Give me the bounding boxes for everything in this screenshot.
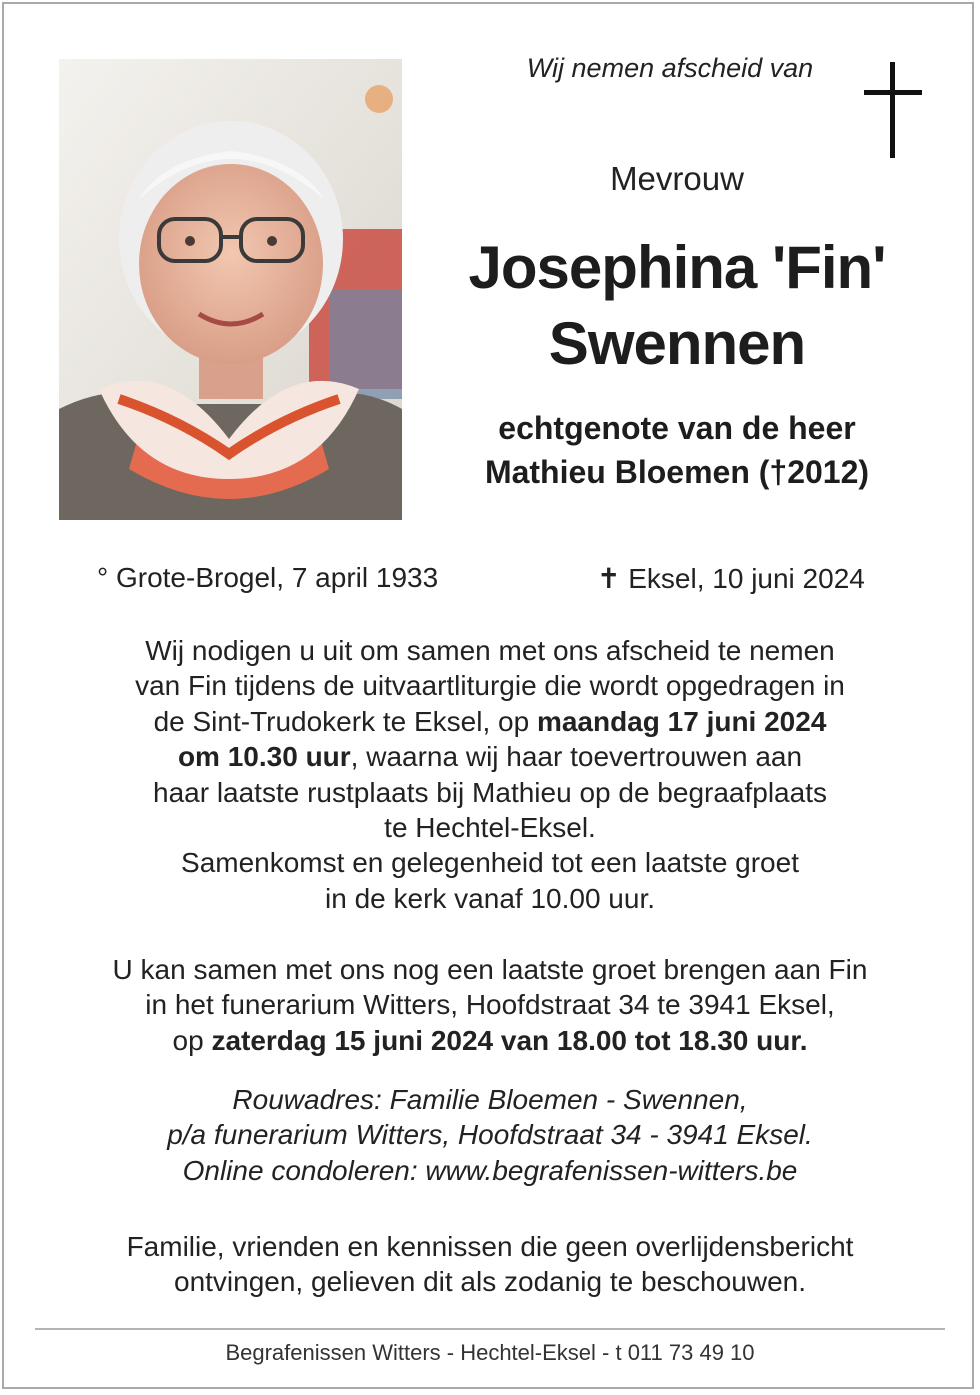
text-line: van Fin tijdens de uitvaartliturgie die wordt opgedragen in bbox=[135, 670, 845, 702]
text-line: U kan samen met ons nog een laatste groet brengen aan Fin bbox=[112, 954, 868, 985]
cross-icon bbox=[864, 62, 922, 158]
text-line: p/a funerarium Witters, Hoofdstraat 34 - 3941 Eksel. bbox=[167, 1119, 813, 1151]
honorific: Mevrouw bbox=[610, 160, 744, 197]
text-line: Rouwadres: Familie Bloemen - Swennen, bbox=[232, 1084, 748, 1115]
visitation-paragraph bbox=[40, 952, 940, 1058]
text-span: , waarna wij haar toevertrouwen aan bbox=[350, 741, 803, 773]
death-info: ✝ Eksel, 10 juni 2024 bbox=[597, 563, 865, 594]
spouse-line-1: echtgenote van de heer bbox=[498, 410, 856, 446]
text-line: in de kerk vanaf 10.00 uur. bbox=[325, 882, 655, 914]
text-line bbox=[40, 704, 940, 739]
spouse-line-2: Mathieu Bloemen (†2012) bbox=[484, 454, 870, 490]
portrait-photo bbox=[59, 59, 402, 520]
text-line: Wij nodigen u uit om samen met ons afscheid te nemen bbox=[145, 635, 835, 666]
closing-paragraph bbox=[40, 1229, 940, 1300]
divider bbox=[35, 1328, 945, 1330]
ceremony-time: om 10.30 uur bbox=[177, 741, 351, 773]
deceased-name bbox=[440, 230, 914, 382]
text-span: op bbox=[172, 1024, 212, 1056]
ceremony-date: maandag 17 juni 2024 bbox=[536, 705, 827, 737]
visitation-date: zaterdag 15 juni 2024 van 18.00 tot 18.30 uur. bbox=[211, 1024, 808, 1056]
spouse-info bbox=[440, 406, 914, 494]
text-line: Samenkomst en gelegenheid tot een laatste groet bbox=[181, 847, 799, 879]
text-line bbox=[40, 1023, 940, 1058]
text-line: Familie, vrienden en kennissen die geen overlijdensbericht bbox=[126, 1231, 854, 1262]
birth-info: ° Grote-Brogel, 7 april 1933 bbox=[97, 562, 439, 593]
text-line: in het funerarium Witters, Hoofdstraat 34 te 3941 Eksel, bbox=[145, 989, 835, 1021]
text-line bbox=[40, 739, 940, 774]
text-span: de Sint-Trudokerk te Eksel, op bbox=[153, 705, 537, 737]
ceremony-paragraph bbox=[40, 633, 940, 916]
address-paragraph bbox=[40, 1082, 940, 1188]
condolence-link[interactable]: Online condoleren: www.begrafenissen-witters.be bbox=[182, 1154, 798, 1186]
name-line-1: Josephina 'Fin' bbox=[468, 234, 886, 301]
footer-text: Begrafenissen Witters - Hechtel-Eksel - t 011 73 49 10 bbox=[225, 1340, 755, 1365]
text-line: haar laatste rustplaats bij Mathieu op de begraafplaats bbox=[153, 776, 827, 808]
name-line-2: Swennen bbox=[548, 310, 806, 377]
intro-text: Wij nemen afscheid van bbox=[526, 53, 814, 83]
text-line: ontvingen, gelieven dit als zodanig te beschouwen. bbox=[174, 1266, 806, 1298]
text-line: te Hechtel-Eksel. bbox=[384, 812, 596, 844]
